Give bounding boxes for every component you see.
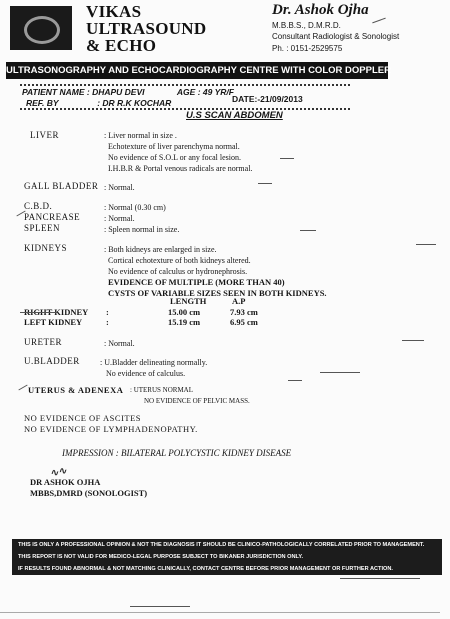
doctor-role: Consultant Radiologist & Sonologist xyxy=(272,32,400,41)
lymphadenopathy-finding: NO EVIDENCE OF LYMPHADENOPATHY. xyxy=(24,424,198,434)
page-edge xyxy=(0,612,440,613)
handwritten-signature: ∿∿ xyxy=(49,465,68,480)
kidney-cyst-finding: EVIDENCE OF MULTIPLE (MORE THAN 40) xyxy=(108,277,285,287)
report-date: DATE:-21/09/2013 xyxy=(232,94,303,104)
kidney-line: : Both kidneys are enlarged in size. xyxy=(104,245,217,254)
clinic-name-line1: VIKAS xyxy=(86,2,142,21)
ureter-value: : Normal. xyxy=(104,339,135,348)
referred-by-row xyxy=(26,98,171,108)
kidney-length-header: LENGTH xyxy=(170,296,207,306)
kidney-ap-header: A.P xyxy=(232,296,246,306)
referred-by: : DR R.K KOCHAR xyxy=(97,98,172,108)
pen-mark xyxy=(372,18,385,24)
patient-name-label: PATIENT NAME : xyxy=(22,87,90,97)
impression: IMPRESSION : BILATERAL POLYCYSTIC KIDNEY DISEASE xyxy=(62,448,292,458)
uterus-line: NO EVIDENCE OF PELVIC MASS. xyxy=(144,397,250,405)
doctor-degree: M.B.B.S., D.M.R.D. xyxy=(272,21,341,30)
pen-mark xyxy=(416,244,436,245)
uterus-line: : UTERUS NORMAL xyxy=(130,386,194,394)
liver-line: I.H.B.R & Portal venous radicals are normal. xyxy=(108,164,253,173)
doctor-name: Dr. Ashok Ojha xyxy=(272,2,369,18)
left-kidney-ap: 6.95 cm xyxy=(230,317,258,327)
left-kidney-label: LEFT KIDNEY xyxy=(24,317,83,327)
doctor-phone: Ph. : 0151-2529575 xyxy=(272,44,343,53)
clinic-name xyxy=(86,3,206,54)
disclaimer-line: IF RESULTS FOUND ABNORMAL & NOT MATCHING CLINICALLY, CONTACT CENTRE BEFORE PRIOR MANAGEMENT OR FURTHER ACTION. xyxy=(12,563,442,575)
liver-line: : Liver normal in size . xyxy=(104,131,177,140)
patient-name: DHAPU DEVI xyxy=(92,87,145,97)
pancreas-label: PANCREASE xyxy=(24,212,81,222)
scan-title: U.S SCAN ABDOMEN xyxy=(186,110,283,121)
patient-age-label: AGE : xyxy=(176,87,201,97)
cbd-value: : Normal (0.30 cm) xyxy=(104,203,166,212)
left-kidney-length: 15.19 cm xyxy=(168,317,201,327)
kidney-line: Cortical echotexture of both kidneys altered. xyxy=(108,256,251,265)
pancreas-value: : Normal. xyxy=(104,214,135,223)
patient-age: 49 YR/F xyxy=(202,87,234,97)
liver-line: No evidence of S.O.L or any focal lesion. xyxy=(108,153,241,162)
clinic-name-line3: & ECHO xyxy=(86,36,157,55)
spleen-label: SPLEEN xyxy=(24,223,61,233)
pen-mark xyxy=(280,158,294,159)
dotted-divider xyxy=(20,84,350,86)
table-separator: : xyxy=(106,317,109,327)
pen-mark xyxy=(340,578,420,579)
patient-name-row xyxy=(22,87,234,97)
pen-mark xyxy=(130,606,190,607)
pen-mark xyxy=(320,372,360,373)
kidney-cyst-finding: CYSTS OF VARIABLE SIZES SEEN IN BOTH KIDNEYS. xyxy=(108,288,327,298)
clinic-logo xyxy=(10,6,72,50)
sonologist-name: DR ASHOK OJHA xyxy=(30,477,101,487)
right-kidney-label: RIGHT KIDNEY xyxy=(24,307,89,317)
sonologist-degree: MBBS,DMRD (SONOLOGIST) xyxy=(30,488,148,498)
urinary-bladder-label: U.BLADDER xyxy=(24,356,80,366)
clinic-name-line2: ULTRASOUND xyxy=(86,19,207,38)
dotted-divider xyxy=(20,108,350,110)
ureter-label: URETER xyxy=(24,337,62,347)
right-kidney-ap: 7.93 cm xyxy=(230,307,258,317)
liver-line: Echotexture of liver parenchyma normal. xyxy=(108,142,240,151)
cbd-label: C.B.D. xyxy=(24,201,53,211)
pen-mark xyxy=(20,312,56,313)
disclaimer-line: THIS IS ONLY A PROFESSIONAL OPINION & NOT THE DIAGNOSIS IT SHOULD BE CLINICO-PATHOLOGICALLY CORRELATED PRIOR TO MANAGEMENT. xyxy=(12,539,442,551)
spleen-value: : Spleen normal in size. xyxy=(104,225,180,234)
pen-mark xyxy=(18,385,27,391)
urinary-bladder-line: No evidence of calculus. xyxy=(106,369,186,378)
gall-bladder-label: GALL BLADDER xyxy=(24,181,99,191)
pen-mark xyxy=(288,380,302,381)
pen-mark xyxy=(402,340,424,341)
urinary-bladder-line: : U.Bladder delineating normally. xyxy=(100,358,208,367)
disclaimer-line: THIS REPORT IS NOT VALID FOR MEDICO-LEGAL PURPOSE SUBJECT TO BIKANER JURISDICTION ONLY. xyxy=(12,551,442,563)
referred-by-label: REF. BY xyxy=(26,98,59,108)
ascites-finding: NO EVIDENCE OF ASCITES xyxy=(24,413,142,423)
liver-label: LIVER xyxy=(30,130,59,140)
gall-bladder-value: : Normal. xyxy=(104,183,135,192)
pen-mark xyxy=(300,230,316,231)
kidney-line: No evidence of calculus or hydronephrosis. xyxy=(108,267,248,276)
centre-banner: ULTRASONOGRAPHY AND ECHOCARDIOGRAPHY CENTRE WITH COLOR DOPPLER xyxy=(6,62,388,79)
kidneys-label: KIDNEYS xyxy=(24,243,67,253)
pen-mark xyxy=(258,183,272,184)
table-separator: : xyxy=(106,307,109,317)
right-kidney-length: 15.00 cm xyxy=(168,307,201,317)
uterus-label: UTERUS & ADENEXA xyxy=(28,385,124,395)
